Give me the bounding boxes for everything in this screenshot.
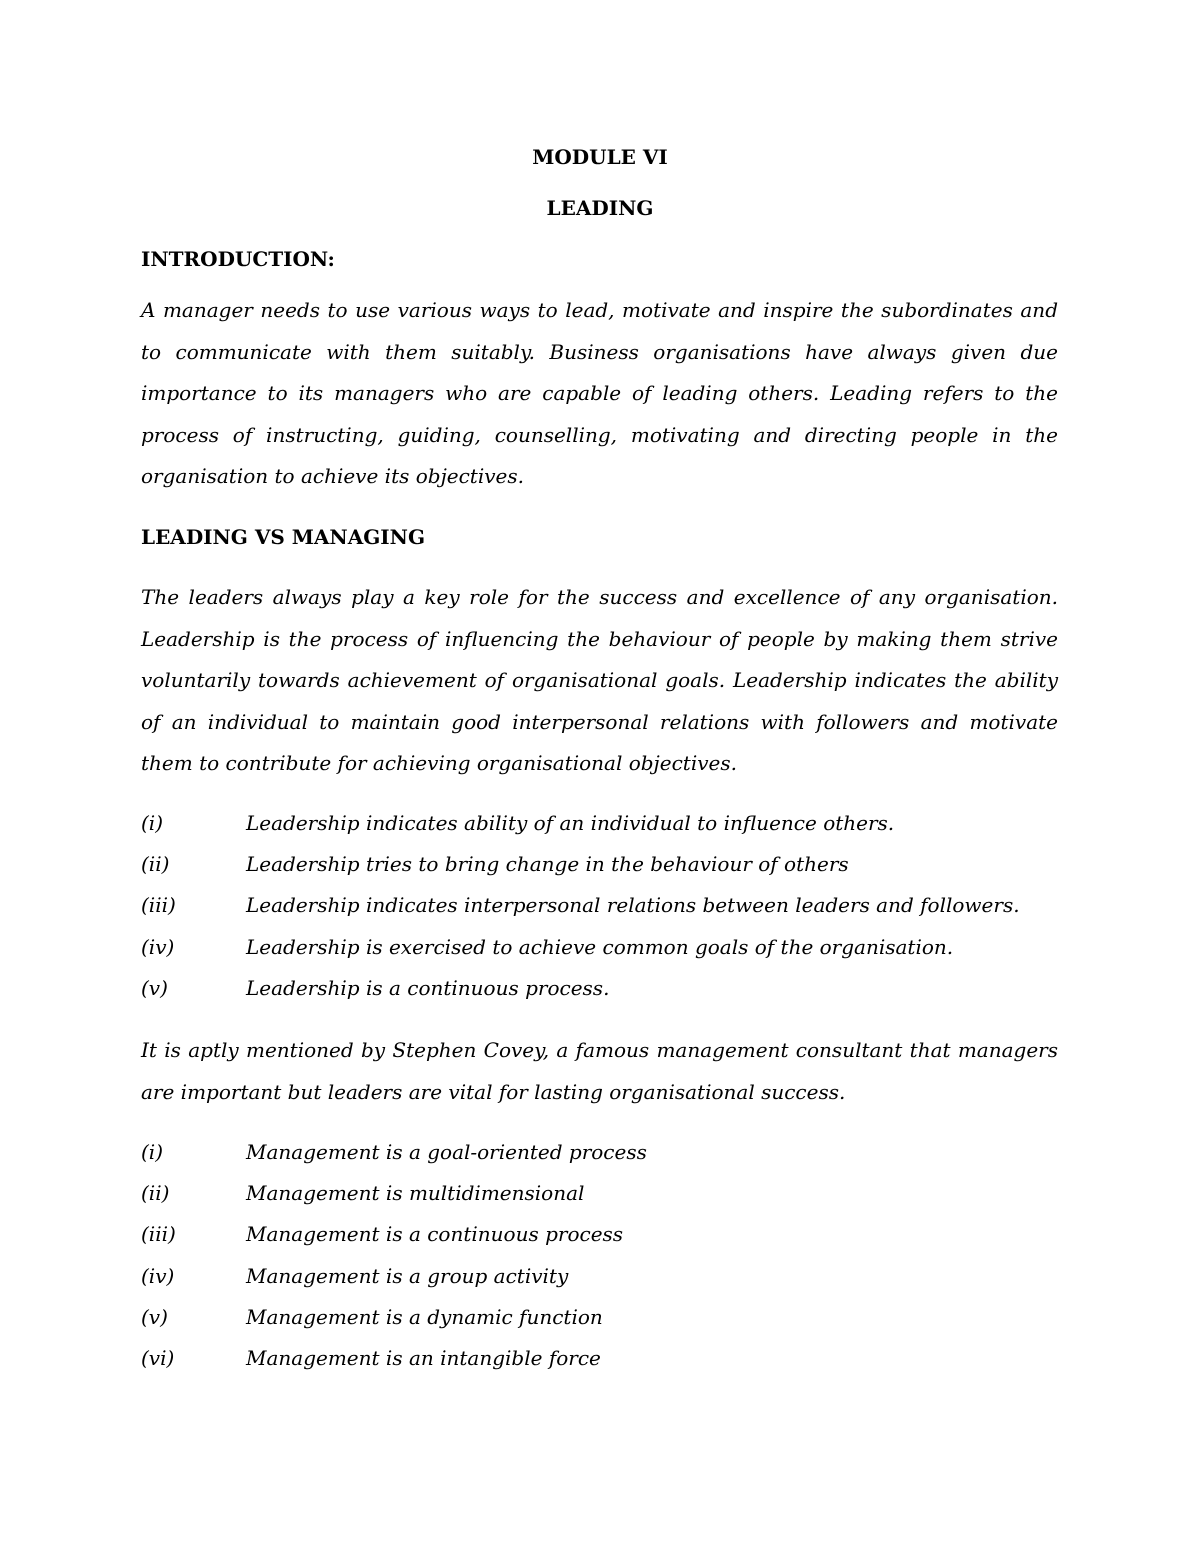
list-item-text: Leadership tries to bring change in the behaviour of others — [246, 852, 849, 877]
leadership-paragraph: The leaders always play a key role for the success and excellence of any organisation. Leadership is the process of influencing the behaviour of people by making them strive voluntarily towards achievement of organisational goals. Leadership indicates the ability of an individual to maintain good interpersonal relations with followers and motivate them to contribute for achieving organisational objectives. — [141, 585, 1058, 775]
list-item — [141, 844, 1058, 885]
list-item-text: Leadership indicates interpersonal relations between leaders and followers. — [246, 893, 1020, 918]
list-marker: (iii) — [141, 1222, 176, 1247]
list-item — [141, 1214, 1058, 1255]
list-marker: (iii) — [141, 893, 176, 918]
list-marker: (i) — [141, 811, 164, 835]
list-marker: (vi) — [141, 1345, 175, 1370]
list-marker: (ii) — [141, 1181, 170, 1206]
list-item-text: Leadership indicates ability of an individual to influence others. — [246, 811, 895, 835]
introduction-paragraph: A manager needs to use various ways to lead, motivate and inspire the subordinates and to communicate with them suitably. Business organisations have always given due importance to its managers who are capable of leading others. Leading refers to the process of instructing, guiding, counselling, motivating and directing people in the organisation to achieve its objectives. — [141, 298, 1058, 488]
list-marker: (iv) — [141, 1263, 175, 1288]
list-item-text: Leadership is a continuous process. — [246, 975, 610, 1000]
list-item — [141, 1132, 1058, 1173]
list-marker: (v) — [141, 975, 168, 1000]
leadership-points-list — [141, 803, 1058, 1009]
list-item — [141, 1297, 1058, 1338]
list-marker: (ii) — [141, 852, 170, 877]
list-item-text: Management is a goal-oriented process — [246, 1140, 647, 1164]
list-item-text: Management is a continuous process — [246, 1222, 624, 1247]
list-item — [141, 1338, 1058, 1379]
management-points-list — [141, 1132, 1058, 1379]
module-title: MODULE VI — [532, 145, 668, 169]
list-marker: (i) — [141, 1140, 164, 1164]
list-item-text: Management is an intangible force — [246, 1345, 601, 1370]
module-subtitle: LEADING — [546, 196, 654, 220]
list-marker: (iv) — [141, 934, 175, 959]
introduction-heading: INTRODUCTION: — [141, 247, 335, 271]
list-item-text: Management is a dynamic function — [246, 1304, 603, 1329]
list-marker: (v) — [141, 1304, 168, 1329]
list-item — [141, 1173, 1058, 1214]
list-item — [141, 803, 1058, 844]
leading-vs-managing-heading: LEADING VS MANAGING — [141, 525, 426, 549]
list-item — [141, 968, 1058, 1009]
list-item — [141, 1256, 1058, 1297]
covey-paragraph: It is aptly mentioned by Stephen Covey, a famous management consultant that managers are important but leaders are vital for lasting organisational success. — [141, 1038, 1058, 1104]
list-item — [141, 927, 1058, 968]
list-item-text: Management is multidimensional — [246, 1181, 585, 1206]
list-item-text: Management is a group activity — [246, 1263, 569, 1288]
list-item-text: Leadership is exercised to achieve common goals of the organisation. — [246, 934, 954, 959]
list-item — [141, 885, 1058, 926]
